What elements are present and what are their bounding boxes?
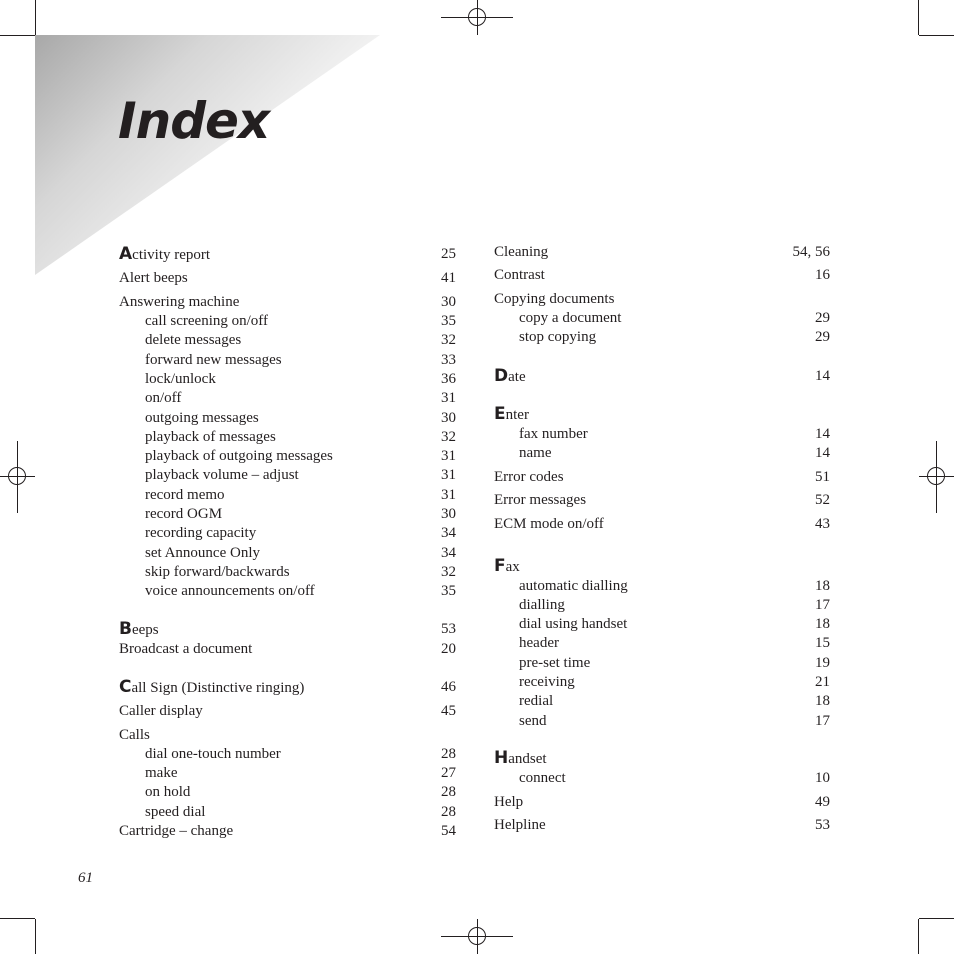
entry-page: 35 [441,313,456,329]
entry-page: 28 [441,784,456,800]
entry-label: forward new messages [145,352,282,368]
entry-label: playback of outgoing messages [145,448,333,464]
entry-label: Cleaning [494,244,549,260]
index-subentry [519,308,830,328]
entry-page: 32 [441,429,456,445]
entry-page: 35 [441,583,456,599]
entry-label: connect [519,770,566,786]
entry-page: 30 [441,506,456,522]
entry-label: eeps [131,622,159,638]
entry-page: 32 [441,564,456,580]
index-entry-answering-machine [119,292,456,312]
entry-page: 43 [815,516,830,532]
section-letter: A [119,244,133,264]
section-letter: D [494,366,509,386]
index-entry-activity-report [119,244,456,264]
section-letter: C [119,677,132,697]
entry-label: header [519,635,559,651]
index-subentry [145,369,456,389]
index-subentry [145,802,456,822]
index-entry-date [494,366,830,386]
entry-label: Contrast [494,267,545,283]
index-subentry [519,595,830,615]
index-entry-enter [494,404,830,424]
entry-label: Help [494,794,524,810]
index-subentry [519,633,830,653]
entry-page: 17 [815,713,830,729]
crop-mark [35,919,36,954]
entry-page: 34 [441,525,456,541]
crop-mark [35,0,36,35]
index-subentry [145,485,456,505]
entry-label: playback volume – adjust [145,467,299,483]
entry-label: receiving [519,674,575,690]
entry-label: on/off [145,390,182,406]
entry-page: 27 [441,765,456,781]
entry-label: Helpline [494,817,546,833]
entry-page: 28 [441,746,456,762]
index-subentry [519,327,830,347]
page-title: Index [118,92,270,150]
entry-page: 18 [815,578,830,594]
entry-label: playback of messages [145,429,276,445]
index-entry-caller-display [119,701,456,721]
corner-gradient-decoration [35,35,380,275]
entry-label: stop copying [519,329,597,345]
index-subentry [145,504,456,524]
entry-label: set Announce Only [145,545,260,561]
entry-page: 30 [441,294,456,310]
entry-label: pre-set time [519,655,591,671]
entry-page: 33 [441,352,456,368]
entry-label: dial using handset [519,616,628,632]
index-subentry [145,744,456,764]
index-entry-cleaning [494,242,830,262]
entry-page: 31 [441,448,456,464]
crop-mark [918,919,919,954]
entry-page: 32 [441,332,456,348]
index-subentry [145,581,456,601]
index-subentry [145,543,456,563]
entry-label: ECM mode on/off [494,516,604,532]
index-subentry [519,614,830,634]
section-letter: B [119,619,132,639]
entry-label: delete messages [145,332,242,348]
index-subentry [145,408,456,428]
entry-label: speed dial [145,804,206,820]
entry-label: dial one-touch number [145,746,281,762]
entry-page: 54 [441,823,456,839]
entry-page: 28 [441,804,456,820]
entry-label: voice announcements on/off [145,583,315,599]
entry-label: Broadcast a document [119,641,253,657]
entry-page: 20 [441,641,456,657]
entry-page: 18 [815,693,830,709]
entry-page: 31 [441,390,456,406]
index-entry-alert-beeps [119,268,456,288]
entry-page: 34 [441,545,456,561]
index-subentry [519,443,830,463]
entry-page: 54, 56 [792,244,830,260]
entry-page: 53 [441,621,456,637]
index-subentry [519,653,830,673]
section-letter: E [494,404,506,424]
entry-page: 52 [815,492,830,508]
entry-label: Caller display [119,703,203,719]
entry-label: dialling [519,597,565,613]
index-entry-broadcast [119,639,456,659]
index-subentry [519,691,830,711]
index-entry-ecm-mode [494,514,830,534]
index-subentry [519,768,830,788]
entry-page: 49 [815,794,830,810]
entry-label: fax number [519,426,588,442]
index-subentry [145,427,456,447]
index-subentry [145,562,456,582]
entry-page: 25 [441,246,456,262]
index-subentry [145,763,456,783]
entry-page: 31 [441,487,456,503]
entry-label: call screening on/off [145,313,269,329]
registration-mark-circle [468,8,486,26]
entry-label: ate [508,369,526,385]
entry-label: send [519,713,547,729]
entry-label: skip forward/backwards [145,564,290,580]
entry-page: 14 [815,426,830,442]
entry-page: 41 [441,270,456,286]
registration-mark-circle [468,927,486,945]
index-subentry [145,330,456,350]
index-entry-error-codes [494,467,830,487]
entry-page: 36 [441,371,456,387]
entry-label: record OGM [145,506,223,522]
index-subentry [145,446,456,466]
entry-label: make [145,765,178,781]
entry-page: 16 [815,267,830,283]
entry-page: 15 [815,635,830,651]
entry-label: Error codes [494,469,564,485]
index-entry-error-messages [494,490,830,510]
index-subentry [145,523,456,543]
entry-label: ax [505,559,520,575]
entry-page: 31 [441,467,456,483]
entry-page: 14 [815,445,830,461]
registration-mark-circle [8,467,26,485]
index-subentry [519,576,830,596]
entry-page: 29 [815,310,830,326]
entry-page: 45 [441,703,456,719]
index-subentry [145,465,456,485]
index-entry-help [494,792,830,812]
entry-label: on hold [145,784,191,800]
index-entry-helpline [494,815,830,835]
index-entry-beeps [119,619,456,639]
entry-page: 30 [441,410,456,426]
entry-label: all Sign (Distinctive ringing) [131,680,305,696]
index-entry-call-sign [119,677,456,697]
entry-label: Error messages [494,492,587,508]
section-letter: H [494,748,509,768]
registration-mark-circle [927,467,945,485]
entry-label: Answering machine [119,294,240,310]
entry-label: record memo [145,487,225,503]
index-subentry [145,782,456,802]
index-entry-calls [119,725,456,745]
entry-label: name [519,445,552,461]
entry-label: copy a document [519,310,622,326]
section-letter: F [494,556,506,576]
entry-label: redial [519,693,554,709]
entry-page: 46 [441,679,456,695]
crop-mark [919,35,954,36]
crop-mark [918,0,919,35]
entry-label: andset [508,751,547,767]
entry-label: recording capacity [145,525,257,541]
entry-page: 17 [815,597,830,613]
index-entry-cartridge [119,821,456,841]
entry-page: 18 [815,616,830,632]
entry-page: 53 [815,817,830,833]
index-subentry [145,350,456,370]
index-subentry [145,388,456,408]
crop-mark [919,918,954,919]
entry-label: Alert beeps [119,270,188,286]
index-subentry [145,311,456,331]
entry-page: 51 [815,469,830,485]
entry-label: ctivity report [132,247,211,263]
index-entry-fax [494,556,830,576]
entry-label: Copying documents [494,291,615,307]
index-entry-contrast [494,265,830,285]
entry-label: Cartridge – change [119,823,234,839]
entry-label: lock/unlock [145,371,216,387]
index-subentry [519,424,830,444]
page-number: 61 [78,870,93,886]
entry-page: 29 [815,329,830,345]
index-entry-copying [494,289,830,309]
crop-mark [0,918,35,919]
index-entry-handset [494,748,830,768]
entry-page: 14 [815,368,830,384]
entry-label: automatic dialling [519,578,628,594]
entry-page: 10 [815,770,830,786]
entry-page: 19 [815,655,830,671]
crop-mark [0,35,35,36]
index-subentry [519,672,830,692]
entry-label: nter [505,407,529,423]
index-subentry [519,711,830,731]
entry-label: Calls [119,727,150,743]
entry-page: 21 [815,674,830,690]
entry-label: outgoing messages [145,410,259,426]
